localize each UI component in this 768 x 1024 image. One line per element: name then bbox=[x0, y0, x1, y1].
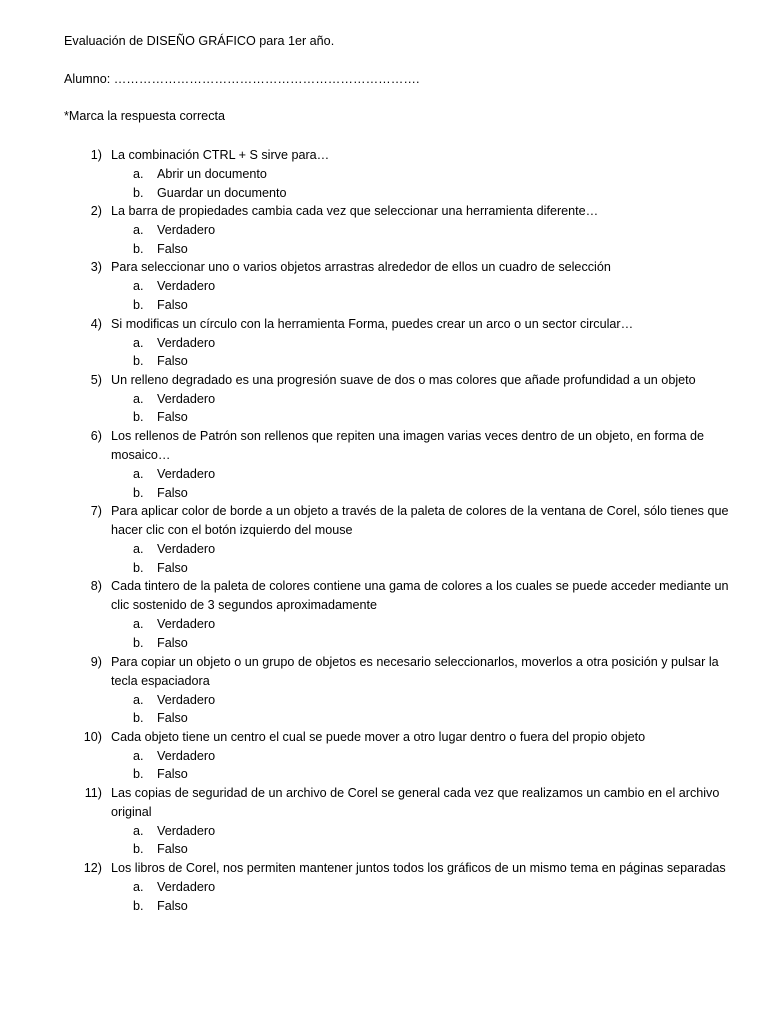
answer-option bbox=[0, 221, 768, 240]
answer-option bbox=[0, 747, 768, 766]
answer-option bbox=[0, 484, 768, 503]
question-item bbox=[0, 258, 768, 314]
question-item bbox=[0, 728, 768, 784]
option-letter: a. bbox=[133, 748, 144, 763]
question-item bbox=[0, 371, 768, 427]
option-text: Falso bbox=[157, 711, 188, 726]
student-name-line: Alumno: ………………………………………………………………. bbox=[64, 72, 420, 86]
answer-options bbox=[0, 822, 768, 859]
answer-options bbox=[0, 334, 768, 371]
option-text: Falso bbox=[157, 560, 188, 575]
answer-option bbox=[0, 822, 768, 841]
question-item bbox=[0, 784, 768, 859]
option-text: Falso bbox=[157, 635, 188, 650]
question-text: Los rellenos de Patrón son rellenos que repiten una imagen varias veces dentro de un objeto, en forma de mosaico… bbox=[111, 428, 704, 462]
answer-option bbox=[0, 709, 768, 728]
answer-option bbox=[0, 878, 768, 897]
option-letter: a. bbox=[133, 466, 144, 481]
answer-option bbox=[0, 634, 768, 653]
option-text: Verdadero bbox=[157, 466, 216, 481]
option-letter: a. bbox=[133, 542, 144, 557]
option-text: Abrir un documento bbox=[157, 167, 267, 181]
option-text: Verdadero bbox=[157, 748, 216, 763]
option-text: Falso bbox=[157, 898, 188, 913]
question-text: La combinación CTRL + S sirve para… bbox=[111, 148, 330, 162]
answer-options bbox=[0, 615, 768, 652]
question-item bbox=[0, 577, 768, 652]
question-text: Si modificas un círculo con la herramienta Forma, puedes crear un arco o un sector circular… bbox=[111, 316, 634, 331]
answer-option bbox=[0, 465, 768, 484]
question-item bbox=[0, 859, 768, 915]
option-text: Verdadero bbox=[157, 880, 216, 895]
answer-options bbox=[0, 277, 768, 314]
question-number: 5) bbox=[90, 372, 102, 387]
option-letter: a. bbox=[133, 223, 144, 238]
question-text: Para seleccionar uno o varios objetos arrastras alrededor de ellos un cuadro de selección bbox=[111, 260, 611, 275]
answer-option bbox=[0, 559, 768, 578]
option-letter: a. bbox=[133, 880, 144, 895]
option-letter: b. bbox=[133, 767, 144, 782]
option-letter: b. bbox=[133, 185, 144, 200]
option-text: Verdadero bbox=[157, 823, 216, 838]
question-number: 6) bbox=[90, 428, 102, 443]
question-text: Para copiar un objeto o un grupo de objetos es necesario seleccionarlos, moverlos a otra posición y pulsar la tecla espaciadora bbox=[111, 654, 719, 688]
option-letter: b. bbox=[133, 560, 144, 575]
question-text: Cada tintero de la paleta de colores contiene una gama de colores a los cuales se puede acceder mediante un clic sostenido de 3 segundos aproximadamente bbox=[111, 579, 729, 613]
question-text: Un relleno degradado es una progresión suave de dos o mas colores que añade profundidad a un objeto bbox=[111, 372, 696, 387]
option-text: Guardar un documento bbox=[157, 185, 287, 200]
answer-options bbox=[0, 747, 768, 784]
question-text: La barra de propiedades cambia cada vez que seleccionar una herramienta diferente… bbox=[111, 204, 599, 219]
option-letter: b. bbox=[133, 898, 144, 913]
option-letter: b. bbox=[133, 635, 144, 650]
document-title: Evaluación de DISEÑO GRÁFICO para 1er año. bbox=[64, 34, 335, 48]
option-text: Falso bbox=[157, 410, 188, 425]
answer-option bbox=[0, 840, 768, 859]
option-text: Verdadero bbox=[157, 692, 216, 707]
question-number: 4) bbox=[90, 316, 102, 331]
question-item bbox=[0, 502, 768, 577]
option-letter: b. bbox=[133, 354, 144, 369]
answer-option bbox=[0, 296, 768, 315]
question-number: 3) bbox=[90, 260, 102, 275]
question-item bbox=[0, 427, 768, 502]
answer-options bbox=[0, 691, 768, 728]
answer-option bbox=[0, 334, 768, 353]
option-letter: a. bbox=[133, 335, 144, 350]
option-text: Verdadero bbox=[157, 391, 216, 406]
option-letter: a. bbox=[133, 617, 144, 632]
option-text: Falso bbox=[157, 241, 188, 256]
option-letter: b. bbox=[133, 711, 144, 726]
answer-option bbox=[0, 165, 768, 184]
option-letter: b. bbox=[133, 842, 144, 857]
question-text: Los libros de Corel, nos permiten mantener juntos todos los gráficos de un mismo tema en páginas separadas bbox=[111, 861, 726, 876]
question-number: 2) bbox=[90, 204, 102, 219]
answer-option bbox=[0, 408, 768, 427]
question-number: 9) bbox=[90, 654, 102, 669]
answer-options bbox=[0, 540, 768, 577]
option-letter: a. bbox=[133, 391, 144, 406]
question-number: 12) bbox=[83, 861, 102, 876]
question-item bbox=[0, 202, 768, 258]
question-text: Las copias de seguridad de un archivo de Corel se general cada vez que realizamos un cambio en el archivo original bbox=[111, 785, 720, 819]
instruction-text: *Marca la respuesta correcta bbox=[64, 109, 225, 123]
option-text: Verdadero bbox=[157, 279, 216, 294]
question-number: 11) bbox=[84, 785, 102, 800]
option-letter: b. bbox=[133, 297, 144, 312]
option-text: Verdadero bbox=[157, 223, 216, 238]
option-text: Verdadero bbox=[157, 617, 216, 632]
answer-option bbox=[0, 240, 768, 259]
option-text: Falso bbox=[157, 354, 188, 369]
option-letter: a. bbox=[133, 279, 144, 294]
question-number: 10) bbox=[83, 729, 102, 744]
question-text: Cada objeto tiene un centro el cual se puede mover a otro lugar dentro o fuera del propio objeto bbox=[111, 729, 646, 744]
answer-options bbox=[0, 165, 768, 202]
option-text: Verdadero bbox=[157, 542, 216, 557]
question-item bbox=[0, 146, 768, 202]
option-letter: b. bbox=[133, 241, 144, 256]
option-text: Falso bbox=[157, 297, 188, 312]
option-letter: b. bbox=[133, 485, 144, 500]
answer-option bbox=[0, 184, 768, 203]
option-text: Falso bbox=[157, 767, 188, 782]
answer-option bbox=[0, 765, 768, 784]
answer-option bbox=[0, 277, 768, 296]
answer-option bbox=[0, 615, 768, 634]
option-text: Falso bbox=[157, 842, 188, 857]
answer-options bbox=[0, 878, 768, 915]
question-item bbox=[0, 653, 768, 728]
option-text: Falso bbox=[157, 485, 188, 500]
option-letter: b. bbox=[133, 410, 144, 425]
answer-options bbox=[0, 221, 768, 258]
answer-option bbox=[0, 352, 768, 371]
answer-option bbox=[0, 390, 768, 409]
answer-option bbox=[0, 691, 768, 710]
option-text: Verdadero bbox=[157, 335, 216, 350]
question-number: 7) bbox=[90, 504, 102, 519]
question-list bbox=[0, 146, 768, 915]
question-text: Para aplicar color de borde a un objeto a través de la paleta de colores de la ventana de Corel, sólo tienes que hacer clic con el botón izquierdo del mouse bbox=[111, 504, 729, 538]
option-letter: a. bbox=[133, 823, 144, 838]
answer-options bbox=[0, 465, 768, 502]
answer-option bbox=[0, 897, 768, 916]
question-item bbox=[0, 315, 768, 371]
question-number: 1) bbox=[90, 148, 102, 162]
option-letter: a. bbox=[133, 692, 144, 707]
answer-option bbox=[0, 540, 768, 559]
option-letter: a. bbox=[133, 167, 144, 181]
answer-options bbox=[0, 390, 768, 427]
question-number: 8) bbox=[90, 579, 102, 594]
